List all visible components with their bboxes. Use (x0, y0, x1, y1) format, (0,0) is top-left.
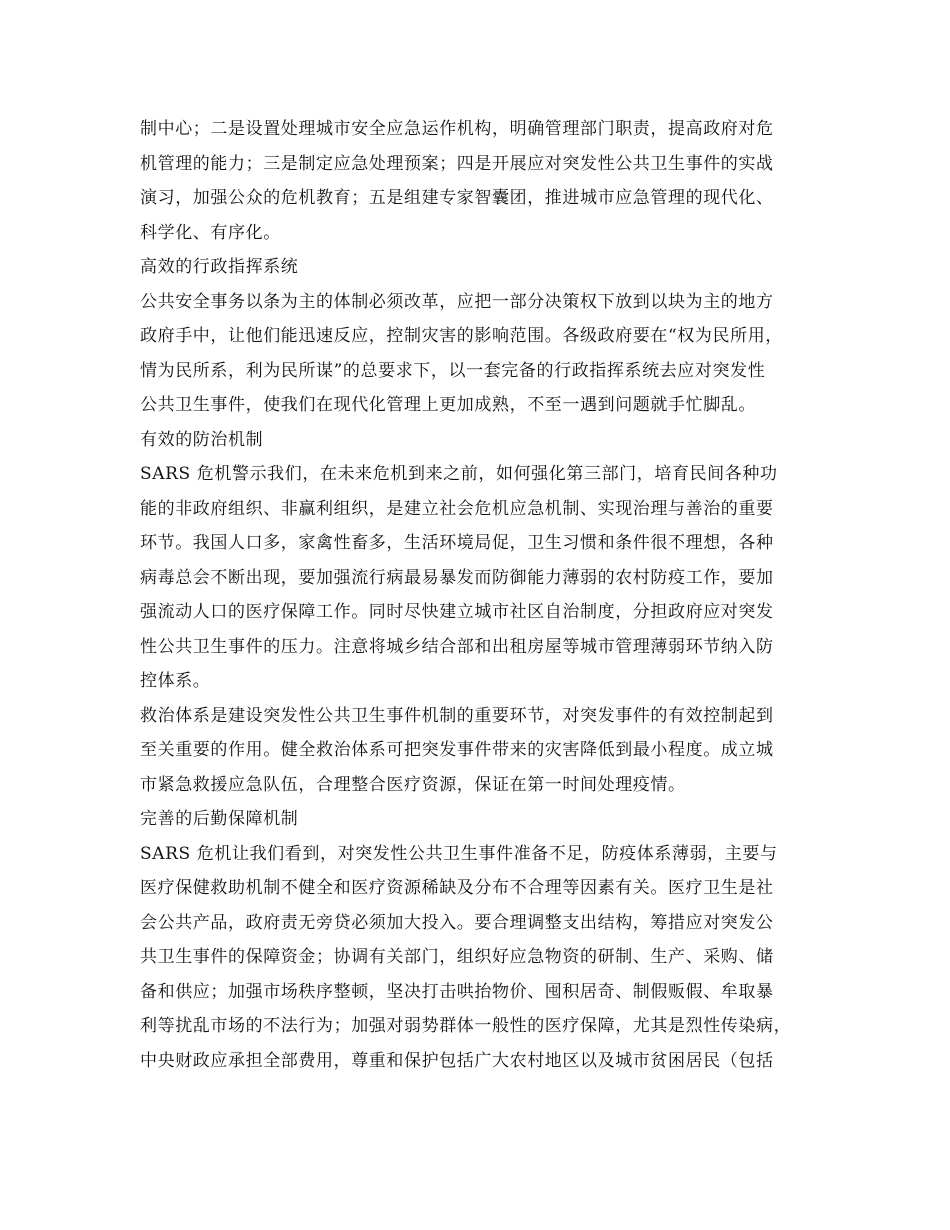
text-line: 机管理的能力；三是制定应急处理预案；四是开展应对突发性公共卫生事件的实战 (140, 153, 774, 174)
document-body (140, 112, 820, 1078)
text-line: 至关重要的作用。健全救治体系可把突发事件带来的灾害降低到最小程度。成立城 (140, 740, 774, 760)
section-heading: 完善的后勤保障机制 (140, 809, 299, 829)
text-line: 制中心；二是设置处理城市安全应急运作机构，明确管理部门职责，提高政府对危 (140, 119, 774, 139)
text-line: 会公共产品，政府责无旁贷必须加大投入。要合理调整支出结构，筹措应对突发公 (140, 912, 774, 933)
section-heading: 高效的行政指挥系统 (140, 257, 299, 277)
text-line: 能的非政府组织、非赢利组织，是建立社会危机应急机制、实现治理与善治的重要 (140, 498, 774, 519)
text-line: 救治体系是建设突发性公共卫生事件机制的重要环节，对突发事件的有效控制起到 (140, 705, 774, 726)
text-line: 情为民所系，利为民所谋”的总要求下，以一套完备的行政指挥系统去应对突发性 (140, 360, 766, 381)
text-line: 中央财政应承担全部费用，尊重和保护包括广大农村地区以及城市贫困居民（包括 (140, 1050, 774, 1071)
text-line: 共卫生事件的保障资金；协调有关部门，组织好应急物资的研制、生产、采购、储 (140, 947, 774, 967)
text-line: 科学化、有序化。 (140, 222, 281, 243)
text-line: 强流动人口的医疗保障工作。同时尽快建立城市社区自治制度，分担政府应对突发 (140, 602, 774, 622)
text-line: 控体系。 (140, 671, 211, 691)
text-line: 市紧急救援应急队伍，合理整合医疗资源，保证在第一时间处理疫情。 (140, 774, 686, 795)
text-line: 利等扰乱市场的不法行为；加强对弱势群体一般性的医疗保障，尤其是烈性传染病， (140, 1016, 792, 1036)
text-line: 演习，加强公众的危机教育；五是组建专家智囊团，推进城市应急管理的现代化、 (140, 188, 774, 208)
text-line: 备和供应；加强市场秩序整顿，坚决打击哄抬物价、囤积居奇、制假贩假、牟取暴 (140, 981, 774, 1002)
text-line: 病毒总会不断出现，要加强流行病最易暴发而防御能力薄弱的农村防疫工作，要加 (140, 567, 774, 588)
text-line: 性公共卫生事件的压力。注意将城乡结合部和出租房屋等城市管理薄弱环节纳入防 (140, 636, 774, 657)
text-line: SARS 危机让我们看到，对突发性公共卫生事件准备不足，防疫体系薄弱，主要与 (140, 843, 778, 864)
section-heading: 有效的防治机制 (140, 429, 264, 450)
text-line: 医疗保健救助机制不健全和医疗资源稀缺及分布不合理等因素有关。医疗卫生是社 (140, 878, 774, 898)
text-line: SARS 危机警示我们，在未来危机到来之前，如何强化第三部门，培育民间各种功 (140, 464, 778, 484)
text-line: 政府手中，让他们能迅速反应，控制灾害的影响范围。各级政府要在“权为民所用， (140, 326, 783, 346)
text-line: 公共卫生事件，使我们在现代化管理上更加成熟，不至一遇到问题就手忙脚乱。 (140, 395, 756, 415)
text-line: 公共安全事务以条为主的体制必须改革，应把一部分决策权下放到以块为主的地方 (140, 291, 774, 312)
text-line: 环节。我国人口多，家禽性畜多，生活环境局促，卫生习惯和条件很不理想，各种 (140, 533, 774, 553)
